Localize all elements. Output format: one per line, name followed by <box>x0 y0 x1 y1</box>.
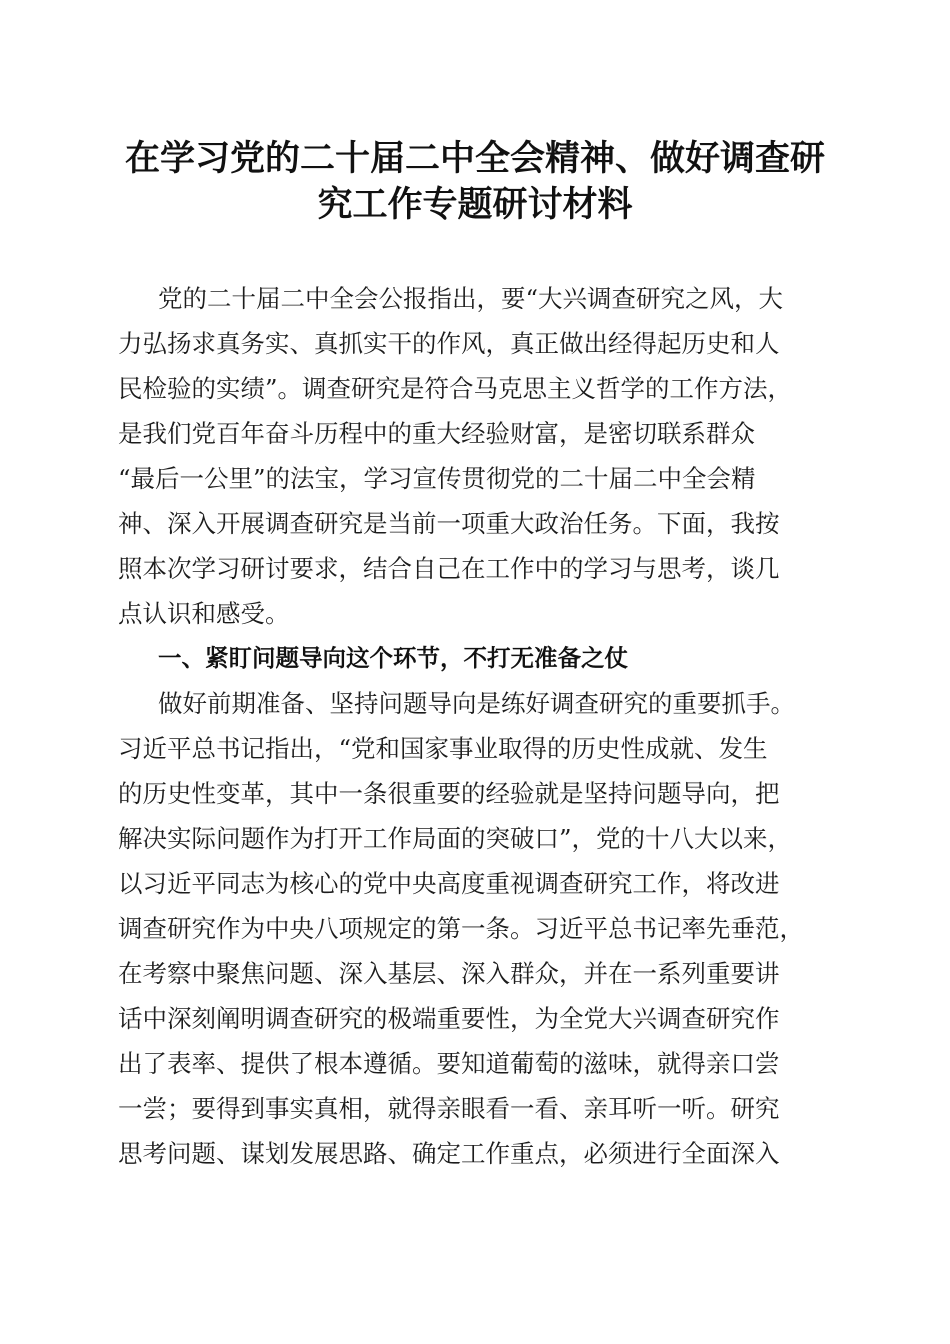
paragraph-2-line: 调查研究作为中央八项规定的第一条。习近平总书记率先垂范， <box>118 914 804 943</box>
paragraph-1-line: 神、深入开展调查研究是当前一项重大政治任务。下面，我按 <box>118 509 780 538</box>
body-text <box>118 276 830 1176</box>
paragraph-1-line: 点认识和感受。 <box>118 599 290 628</box>
paragraph-1-line: 民检验的实绩”。调查研究是符合马克思主义哲学的工作方法， <box>118 374 793 403</box>
paragraph-2-line: 习近平总书记指出，“党和国家事业取得的历史性成就、发生 <box>118 734 768 763</box>
paragraph-2-line: 做好前期准备、坚持问题导向是练好调查研究的重要抓手。 <box>158 689 795 718</box>
paragraph-2-line: 以习近平同志为核心的党中央高度重视调查研究工作，将改进 <box>118 869 780 898</box>
paragraph-1-line: 是我们党百年奋斗历程中的重大经验财富，是密切联系群众 <box>118 419 755 448</box>
paragraph-2-line: 的历史性变革，其中一条很重要的经验就是坚持问题导向，把 <box>118 779 780 808</box>
section-1-heading: 一、紧盯问题导向这个环节，不打无准备之仗 <box>158 644 628 672</box>
paragraph-2-line: 出了表率、提供了根本遵循。要知道葡萄的滋味，就得亲口尝 <box>118 1049 780 1078</box>
paragraph-2-line: 思考问题、谋划发展思路、确定工作重点，必须进行全面深入 <box>118 1139 780 1168</box>
paragraph-1-line: 照本次学习研讨要求，结合自己在工作中的学习与思考，谈几 <box>118 554 780 583</box>
paragraph-2-line: 在考察中聚焦问题、深入基层、深入群众，并在一系列重要讲 <box>118 959 780 988</box>
paragraph-1-line: 力弘扬求真务实、真抓实干的作风，真正做出经得起历史和人 <box>118 329 780 358</box>
paragraph-1-line: “最后一公里”的法宝，学习宣传贯彻党的二十届二中全会精 <box>118 464 756 493</box>
paragraph-2-line: 解决实际问题作为打开工作局面的突破口”，党的十八大以来， <box>118 824 793 853</box>
paragraph-2-line: 一尝；要得到事实真相，就得亲眼看一看、亲耳听一听。研究 <box>118 1094 780 1123</box>
title-line-1: 在学习党的二十届二中全会精神、做好调查研 <box>124 138 825 179</box>
paragraph-1-line: 党的二十届二中全会公报指出，要“大兴调查研究之风，大 <box>158 284 784 313</box>
paragraph-2-line: 话中深刻阐明调查研究的极端重要性，为全党大兴调查研究作 <box>118 1004 780 1033</box>
document-title <box>100 136 850 228</box>
title-line-2: 究工作专题研讨材料 <box>317 184 633 225</box>
